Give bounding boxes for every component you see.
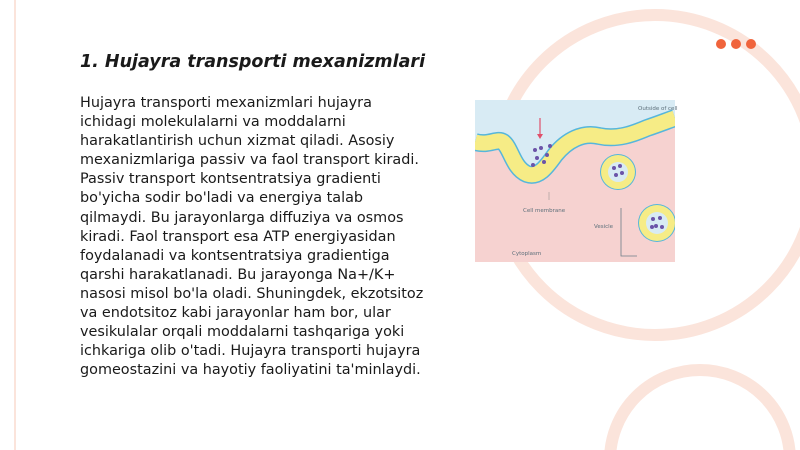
decorative-arc-bottom [610, 370, 790, 450]
label-cell-membrane: Cell membrane [523, 208, 566, 214]
label-vesicle: Vesicle [594, 224, 614, 230]
vesicle-forming-lumen [608, 162, 628, 182]
dot-icon [716, 39, 726, 49]
slide-body-text: Hujayra transporti mexanizmlari hujayra ichidagi molekulalarni va moddalarni harakatlantirish uchun xizmat qiladi. Asosiy mexanizmlariga passiv va faol transport kiradi. Passiv transport kontsentratsiya gradienti bo'yicha sodir bo'ladi va energiya talab qilmaydi. Bu jarayonlarga diffuziya va osmos kiradi. Faol transport esa ATP energiyasidan foydalanadi va kontsentratsiya gradientiga qarshi harakatlanadi. Bu jarayonga Na+/K+ nasosi misol bo'la oladi. Shuningdek, ekzotsitoz va endotsitoz kabi jarayonlar ham bor, ular vesikulalar orqali moddalarni tashqariga yoki ichkariga olib o'tadi. Hujayra transporti hujayra gomeostazini va hayotiy faoliyatini ta'minlaydi. [80, 95, 424, 379]
endocytosis-illustration [475, 100, 675, 262]
dot-icon [746, 39, 756, 49]
slide-title: 1. Hujayra transporti mexanizmlari [80, 52, 426, 72]
label-cytoplasm: Cytoplasm [512, 251, 542, 257]
label-outside-cell: Outside of cell [638, 106, 678, 112]
endocytosis-diagram [475, 100, 678, 262]
dot-icon [731, 39, 741, 49]
vesicle-internalized-lumen [646, 212, 668, 234]
slide-menu-dots [716, 39, 756, 49]
